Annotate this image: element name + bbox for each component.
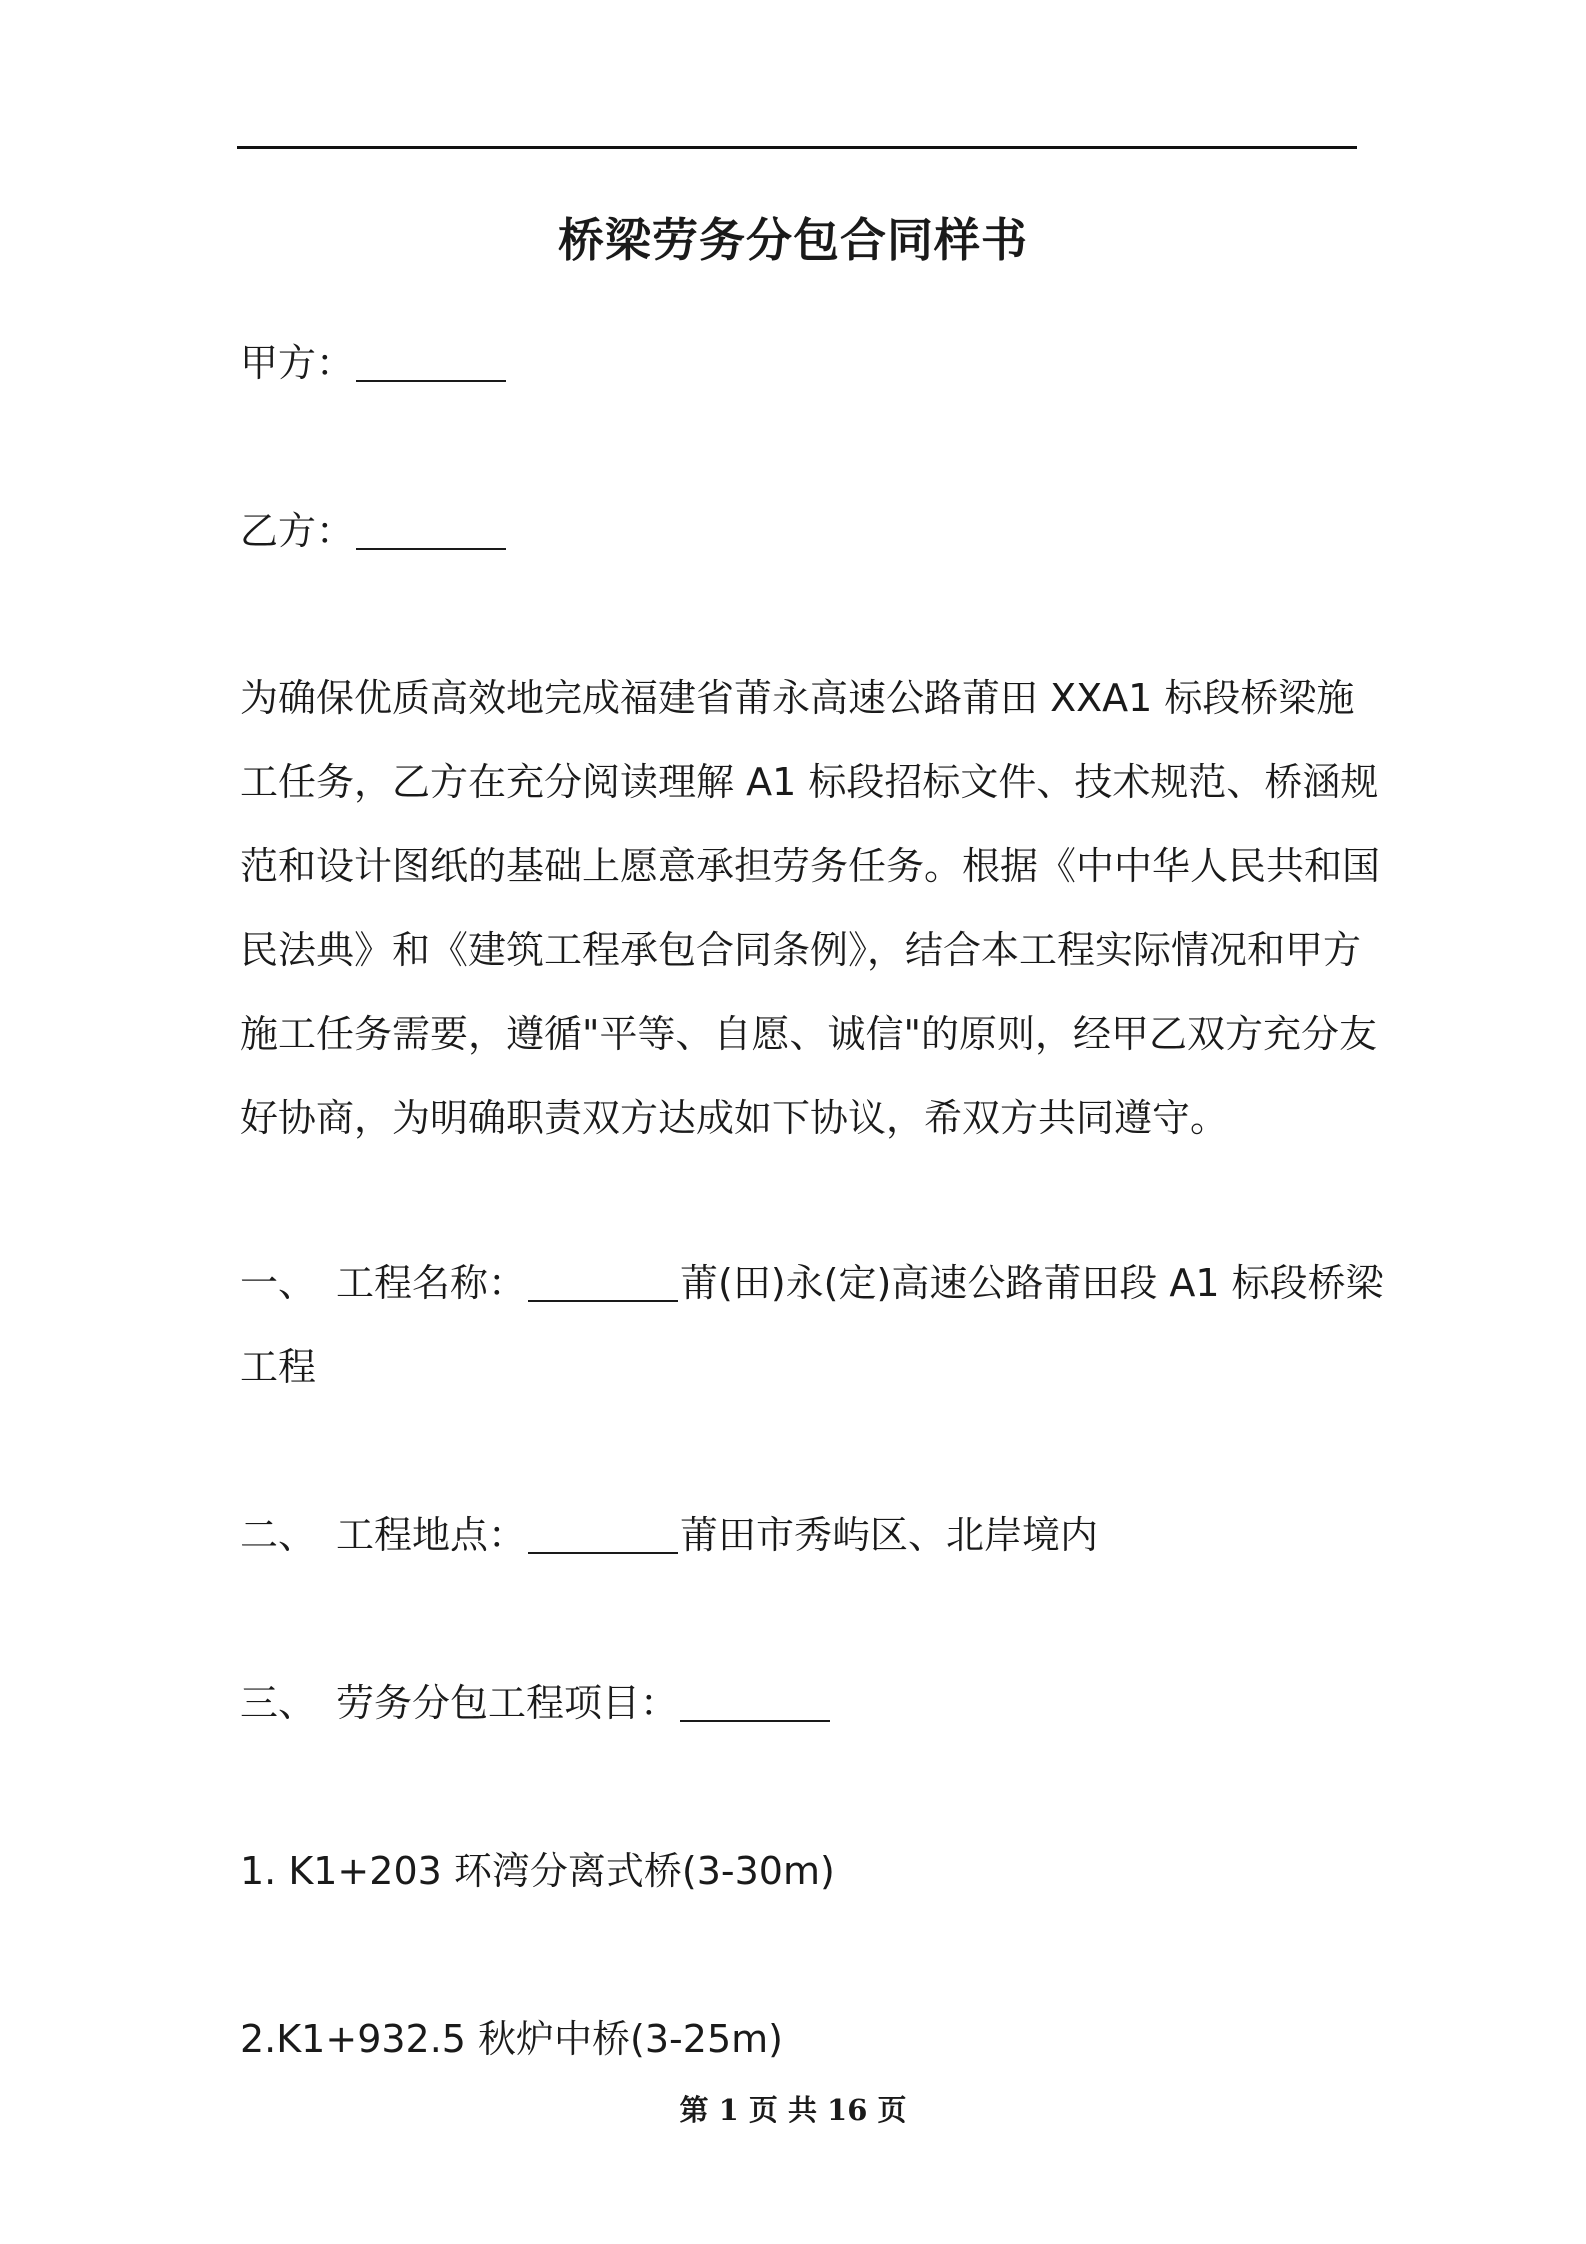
party-b-line [240,501,508,561]
party-b-label: 乙方： [240,509,355,553]
item-project-name-continued [240,1337,316,1397]
item-label: 劳务分包工程项目： [336,1681,679,1725]
item-project-name [240,1253,1384,1313]
item-value-continued: 工程 [240,1345,317,1389]
item-label: 工程名称： [336,1261,527,1305]
intro-line: 范和设计图纸的基础上愿意承担劳务任务。根据《中中华人民共和国 [240,844,1381,888]
item-number: 三、 [240,1681,317,1725]
item-blank [528,1512,678,1554]
item-value: 莆(田)永(定)高速公路莆田段 A1 标段桥梁 [680,1261,1384,1305]
item-number: 一、 [240,1261,317,1305]
intro-line: 好协商，为明确职责双方达成如下协议，希双方共同遵守。 [240,1096,1229,1140]
intro-paragraph [240,668,1381,1172]
page-footer: 第 1 页 共 16 页 [679,2093,907,2127]
item-subcontract-projects [240,1673,832,1733]
intro-line: 工任务，乙方在充分阅读理解 A1 标段招标文件、技术规范、桥涵规 [240,760,1379,804]
intro-line: 为确保优质高效地完成福建省莆永高速公路莆田 XXA1 标段桥梁施 [240,676,1355,720]
sub-item: 2.K1+932.5 秋炉中桥(3-25m) [240,2017,783,2061]
item-number: 二、 [240,1513,317,1557]
party-b-blank [356,508,506,550]
item-blank [680,1680,830,1722]
document-title: 桥梁劳务分包合同样书 [558,213,1028,267]
header-rule [237,146,1357,149]
item-label: 工程地点： [336,1513,527,1557]
item-value: 莆田市秀屿区、北岸境内 [680,1513,1099,1557]
sub-item: 1. K1+203 环湾分离式桥(3-30m) [240,1849,835,1893]
party-a-label: 甲方： [240,341,355,385]
item-project-location [240,1505,1098,1565]
item-blank [528,1260,678,1302]
party-a-line [240,333,508,393]
intro-line: 施工任务需要，遵循"平等、自愿、诚信"的原则，经甲乙双方充分友 [240,1012,1377,1056]
intro-line: 民法典》和《建筑工程承包合同条例》，结合本工程实际情况和甲方 [240,928,1362,972]
party-a-blank [356,340,506,382]
